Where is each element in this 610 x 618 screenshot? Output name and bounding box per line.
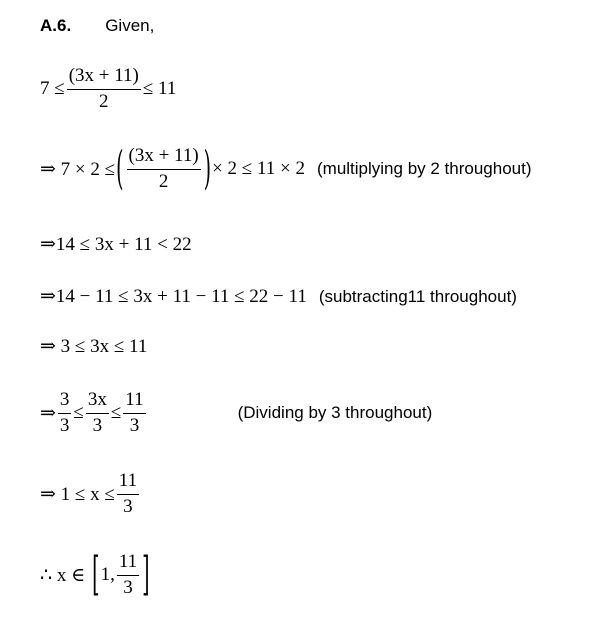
- line2-prefix: ⇒ 7 × 2 ≤: [40, 158, 116, 180]
- numerator: 3x: [87, 389, 107, 410]
- denominator: 3: [59, 414, 70, 436]
- fraction-bar: [86, 413, 109, 414]
- line6-fraction-2: [86, 390, 109, 437]
- denominator: 3: [92, 414, 103, 436]
- equation-line-6: [40, 390, 432, 437]
- line2-numerator: (3x + 11): [128, 145, 199, 166]
- line2-denominator: 2: [158, 170, 169, 192]
- line6-fraction-3: [123, 390, 145, 437]
- right-paren: ): [203, 142, 212, 196]
- line7-fraction: [117, 471, 139, 518]
- equation-line-8: [40, 548, 151, 602]
- numerator: 11: [118, 551, 138, 572]
- equation-line-2: [40, 142, 532, 196]
- denominator: 3: [129, 414, 140, 436]
- equation-line-7: [40, 471, 141, 518]
- right-bracket: ]: [142, 548, 150, 602]
- line5-text: ⇒ 3 ≤ 3x ≤ 11: [40, 336, 148, 357]
- line6-fraction-1: [58, 390, 72, 437]
- fraction-bar: [123, 413, 145, 414]
- le-symbol: ≤: [110, 402, 122, 424]
- left-paren: (: [116, 142, 124, 196]
- implies-arrow: ⇒: [40, 402, 56, 424]
- equation-line-5: [40, 335, 147, 358]
- le-symbol: ≤: [73, 402, 84, 424]
- denominator: 3: [123, 495, 133, 517]
- line2-fraction: [127, 146, 201, 193]
- line2-suffix: × 2 ≤ 11 × 2: [212, 158, 305, 180]
- fraction-bar: [58, 413, 72, 414]
- line1-numerator: (3x + 11): [68, 65, 139, 86]
- left-bracket: [: [92, 548, 100, 602]
- line1-fraction: [67, 66, 141, 113]
- fraction-bar: [127, 169, 201, 170]
- line4-text: ⇒14 − 11 ≤ 3x + 11 − 11 ≤ 22 − 11: [40, 286, 307, 307]
- line4-note: (subtracting11 throughout): [318, 286, 517, 306]
- fraction-bar: [117, 494, 139, 495]
- line8-fraction: [117, 552, 139, 599]
- line7-prefix: ⇒ 1 ≤ x ≤: [40, 483, 115, 505]
- interval-start: 1,: [100, 564, 115, 586]
- solution-header: [40, 16, 154, 36]
- equation-line-3: [40, 233, 192, 256]
- numerator: 11: [118, 470, 138, 491]
- line8-prefix: ∴ x ∈: [40, 564, 86, 586]
- numerator: 3: [59, 389, 70, 410]
- numerator: 11: [125, 389, 144, 410]
- fraction-bar: [67, 89, 141, 90]
- line1-left: 7 ≤: [40, 78, 65, 100]
- denominator: 3: [123, 576, 133, 598]
- question-label: A.6.: [40, 16, 72, 35]
- equation-line-1: [40, 66, 176, 113]
- fraction-bar: [117, 575, 139, 576]
- given-text: Given,: [105, 16, 155, 35]
- line1-denominator: 2: [99, 90, 109, 112]
- equation-line-4: [40, 285, 517, 308]
- line6-note: (Dividing by 3 throughout): [237, 403, 433, 423]
- line1-right: ≤ 11: [142, 78, 177, 100]
- line3-text: ⇒14 ≤ 3x + 11 < 22: [40, 234, 192, 255]
- line2-note: (multiplying by 2 throughout): [317, 159, 532, 179]
